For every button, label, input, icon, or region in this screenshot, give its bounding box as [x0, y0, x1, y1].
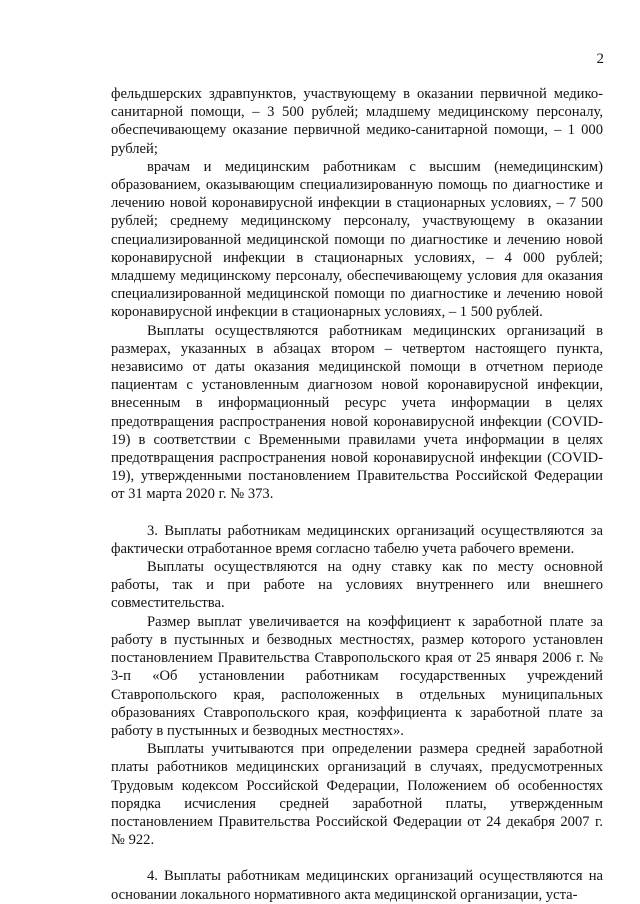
- paragraph-doctors-payments: врачам и медицинским работникам с высшим (немедицинским) образованием, оказывающим специализированную помощь по диагностике и лечению новой коронавирусной инфекции в стационарных условиях, – 7 500 рублей; среднему медицинскому персоналу, участвующему в оказании специализированной медицинской помощи по диагностике и лечению новой коронавирусной инфекции в стационарных условиях, – 4 000 рублей; младшему медицинскому персоналу, обеспечивающему условия для оказания специализированной медицинской помощи по диагностике и лечению новой коронавирусной инфекции в стационарных условиях, – 1 500 рублей.: [111, 158, 603, 321]
- paragraph-coefficient: Размер выплат увеличивается на коэффициент к заработной плате за работу в пустынных и безводных местностях, размер которого установлен постановлением Правительства Ставропольского края от 25 января 2006 г. № 3-п «Об установлении работникам государственных учреждений Ставропольского края, расположенных в отдельных муниципальных образованиях Ставропольского края, коэффициента к заработной плате за работу в пустынных и безводных местностях».: [111, 613, 603, 739]
- paragraph-item-3: 3. Выплаты работникам медицинских организаций осуществляются за фактически отработанное время согласно табелю учета рабочего времени.: [111, 522, 603, 557]
- document-body: [111, 85, 603, 904]
- page-number: 2: [596, 51, 604, 67]
- paragraph-item-4: 4. Выплаты работникам медицинских организаций осуществляются на основании локального нормативного акта медицинской организации, уста-: [111, 868, 603, 903]
- paragraph-continuation: фельдшерских здравпунктов, участвующему в оказании первичной медико-санитарной помощи, – 3 500 рублей; младшему медицинскому персоналу, обеспечивающему оказание первичной медико-санитарной помощи, – 1 000 рублей;: [111, 86, 603, 157]
- section-gap: [111, 504, 603, 522]
- section-gap: [111, 849, 603, 867]
- paragraph-average-salary: Выплаты учитываются при определении размера средней заработной платы работников медицинских организаций в случаях, предусмотренных Трудовым кодексом Российской Федерации, Положением об особенностях порядка исчисления средней заработной платы, утвержденным постановлением Правительства Российской Федерации от 24 декабря 2007 г. № 922.: [111, 741, 603, 849]
- paragraph-one-rate: Выплаты осуществляются на одну ставку как по месту основной работы, так и при работе на условиях внутреннего или внешнего совместительства.: [111, 559, 603, 612]
- paragraph-payment-conditions: Выплаты осуществляются работникам медицинских организаций в размерах, указанных в абзацах втором – четвертом настоящего пункта, независимо от даты оказания медицинской помощи в отчетном периоде пациентам с установленным диагнозом новой коронавирусной инфекции, внесенным в информационный ресурс учета информации в целях предотвращения распространения новой коронавирусной инфекции (COVID-19) в соответствии с Временными правилами учета информации в целях предотвращения распространения новой коронавирусной инфекции (COVID-19), утвержденными постановлением Правительства Российской Федерации от 31 марта 2020 г. № 373.: [111, 322, 603, 503]
